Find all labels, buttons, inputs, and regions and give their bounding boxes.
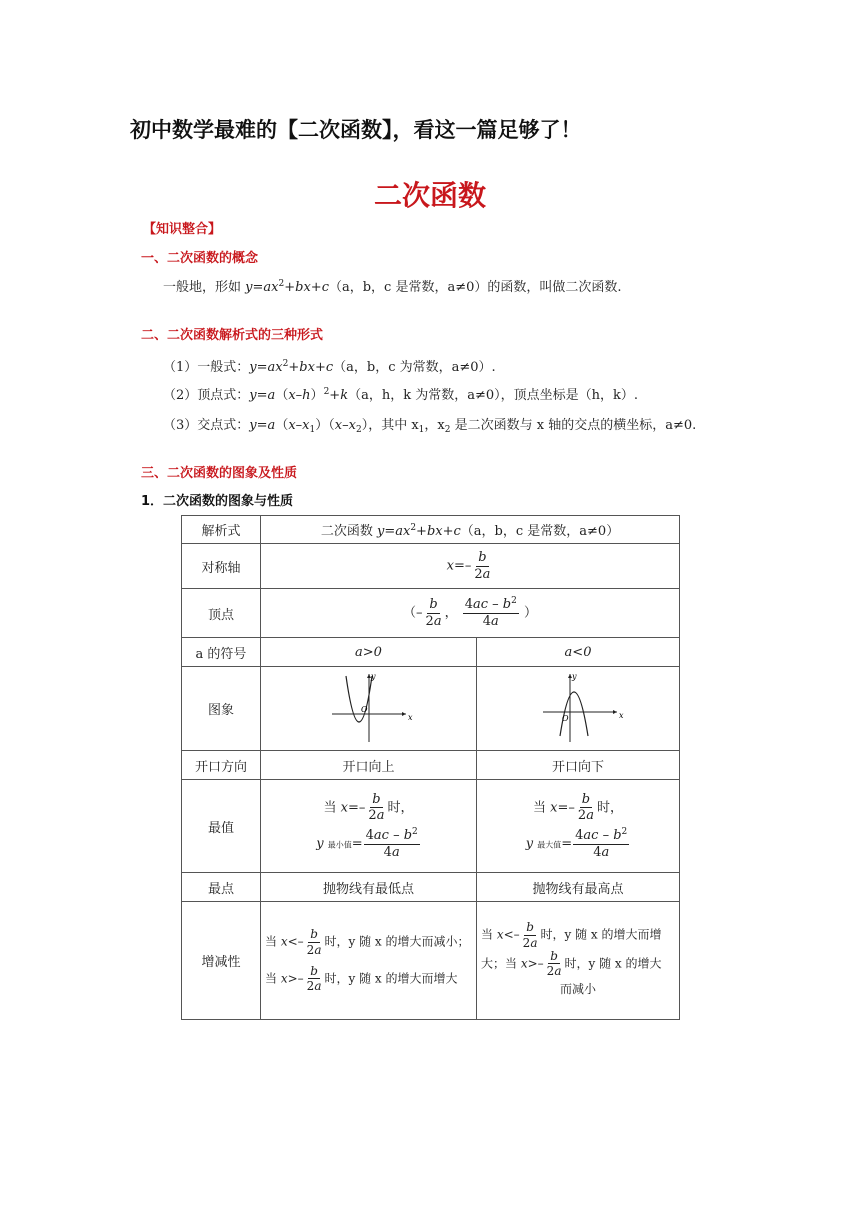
origin-label: O [360,704,368,714]
table-row-formula [182,516,680,544]
cell-point-high: 抛物线有最高点 [477,873,680,902]
main-title: 二次函数 [373,179,486,212]
cell-vertex: （– $\frac{b}{2a}$ ， $\frac{4ac - b^2}{4a}$ ） [261,589,680,638]
cell-graph-up [261,667,477,751]
fraction: $\frac{b}{2a}$ [306,927,322,957]
origin-label: O [562,713,569,723]
cell-point-low: 抛物线有最低点 [261,873,477,902]
cell-label: 图象 [182,667,261,751]
table-row-axis [182,544,680,589]
cell-extreme-min: 当 x=– $\frac{b}{2a}$ 时， y 最小值= $\frac{4ac - b^2}{4a}$ [261,780,477,873]
concept-paragraph: 一般地，形如 $y=ax^2+bx+c(a$，b，c 是常数，a≠0）的函数，叫做二次函数. [163,279,622,295]
knowledge-tag: 【知识整合】 [143,222,222,237]
fraction: $\frac{4ac - b^2}{4a}$ [464,595,517,629]
section-heading-forms: 二、二次函数解析式的三种形式 [141,328,324,343]
form-vertex: （2）顶点式：$y=a(x-h)^2+k(a$，h，k 为常数，a≠0），顶点坐标是（h，k）. [163,387,639,403]
article-headline: 初中数学最难的【二次函数】，看这一篇足够了！ [130,118,582,142]
cell-open-down: 开口向下 [477,751,680,780]
fraction: $\frac{b}{2a}$ [474,549,491,582]
cell-graph-down [477,667,680,751]
form-intercept: （3）交点式：$y=a(x-x_1)(x-x_2)$，其中 $x_1$，$x_2$ 是二次函数与 x 轴的交点的横坐标，a≠0. [163,418,697,435]
cell-mono-neg: 当 x<– $\frac{b}{2a}$ 时，y 随 x 的增大而增 大；当 x>– $\frac{b}{2a}$ 时，y 随 x 的增大 而减小 [477,902,680,1020]
cell-axis: x=– $\frac{b}{2a}$ [261,544,680,589]
fraction: $\frac{b}{2a}$ [368,791,385,824]
table-row-opening [182,751,680,780]
table-row-vertex [182,589,680,638]
downward-parabola-graph [533,670,623,744]
table-row-sign [182,638,680,667]
form-general: （1）一般式：$y=ax^2+bx+c(a$，b，c 为常数，a≠0）. [163,359,496,375]
cell-label: 开口方向 [182,751,261,780]
fraction: $\frac{4ac - b^2}{4a}$ [575,827,628,860]
table-row-monotonic [182,902,680,1020]
section-heading-graph: 三、二次函数的图象及性质 [141,466,298,481]
fraction: $\frac{b}{2a}$ [577,791,594,824]
fraction: $\frac{b}{2a}$ [306,963,322,994]
table-row-point [182,873,680,902]
y-axis-label: y [572,671,577,681]
fraction: $\frac{b}{2a}$ [522,920,538,950]
upward-parabola-graph [324,670,414,744]
cell-sign-neg: a<0 [477,638,680,667]
fraction: $\frac{b}{2a}$ [425,596,442,629]
table-row-extreme [182,780,680,873]
cell-formula: 二次函数 $y=ax^2+bx+c(a$，b，c 是常数，a≠0） [261,516,680,544]
cell-label: 解析式 [182,516,261,544]
x-axis-label: x [619,710,624,720]
fraction: $\frac{b}{2a}$ [546,948,562,979]
cell-label: a 的符号 [182,638,261,667]
table-row-graph [182,667,680,751]
cell-label: 对称轴 [182,544,261,589]
cell-sign-pos: a>0 [261,638,477,667]
cell-label: 增减性 [182,902,261,1020]
fraction: $\frac{4ac - b^2}{4a}$ [365,827,418,860]
cell-label: 最值 [182,780,261,873]
cell-extreme-max: 当 x=– $\frac{b}{2a}$ 时， y 最大值= $\frac{4ac - b^2}{4a}$ [477,780,680,873]
y-axis-label: y [370,671,376,681]
cell-mono-pos: 当 x<– $\frac{b}{2a}$ 时，y 随 x 的增大而减小； 当 x>– $\frac{b}{2a}$ 时，y 随 x 的增大而增大 [261,902,477,1020]
cell-label: 最点 [182,873,261,902]
cell-label: 顶点 [182,589,261,638]
subsection-heading: 1．二次函数的图象与性质 [141,494,294,509]
cell-open-up: 开口向上 [261,751,477,780]
properties-table [181,515,680,1020]
section-heading-concept: 一、二次函数的概念 [141,251,259,266]
x-axis-label: x [407,712,413,722]
